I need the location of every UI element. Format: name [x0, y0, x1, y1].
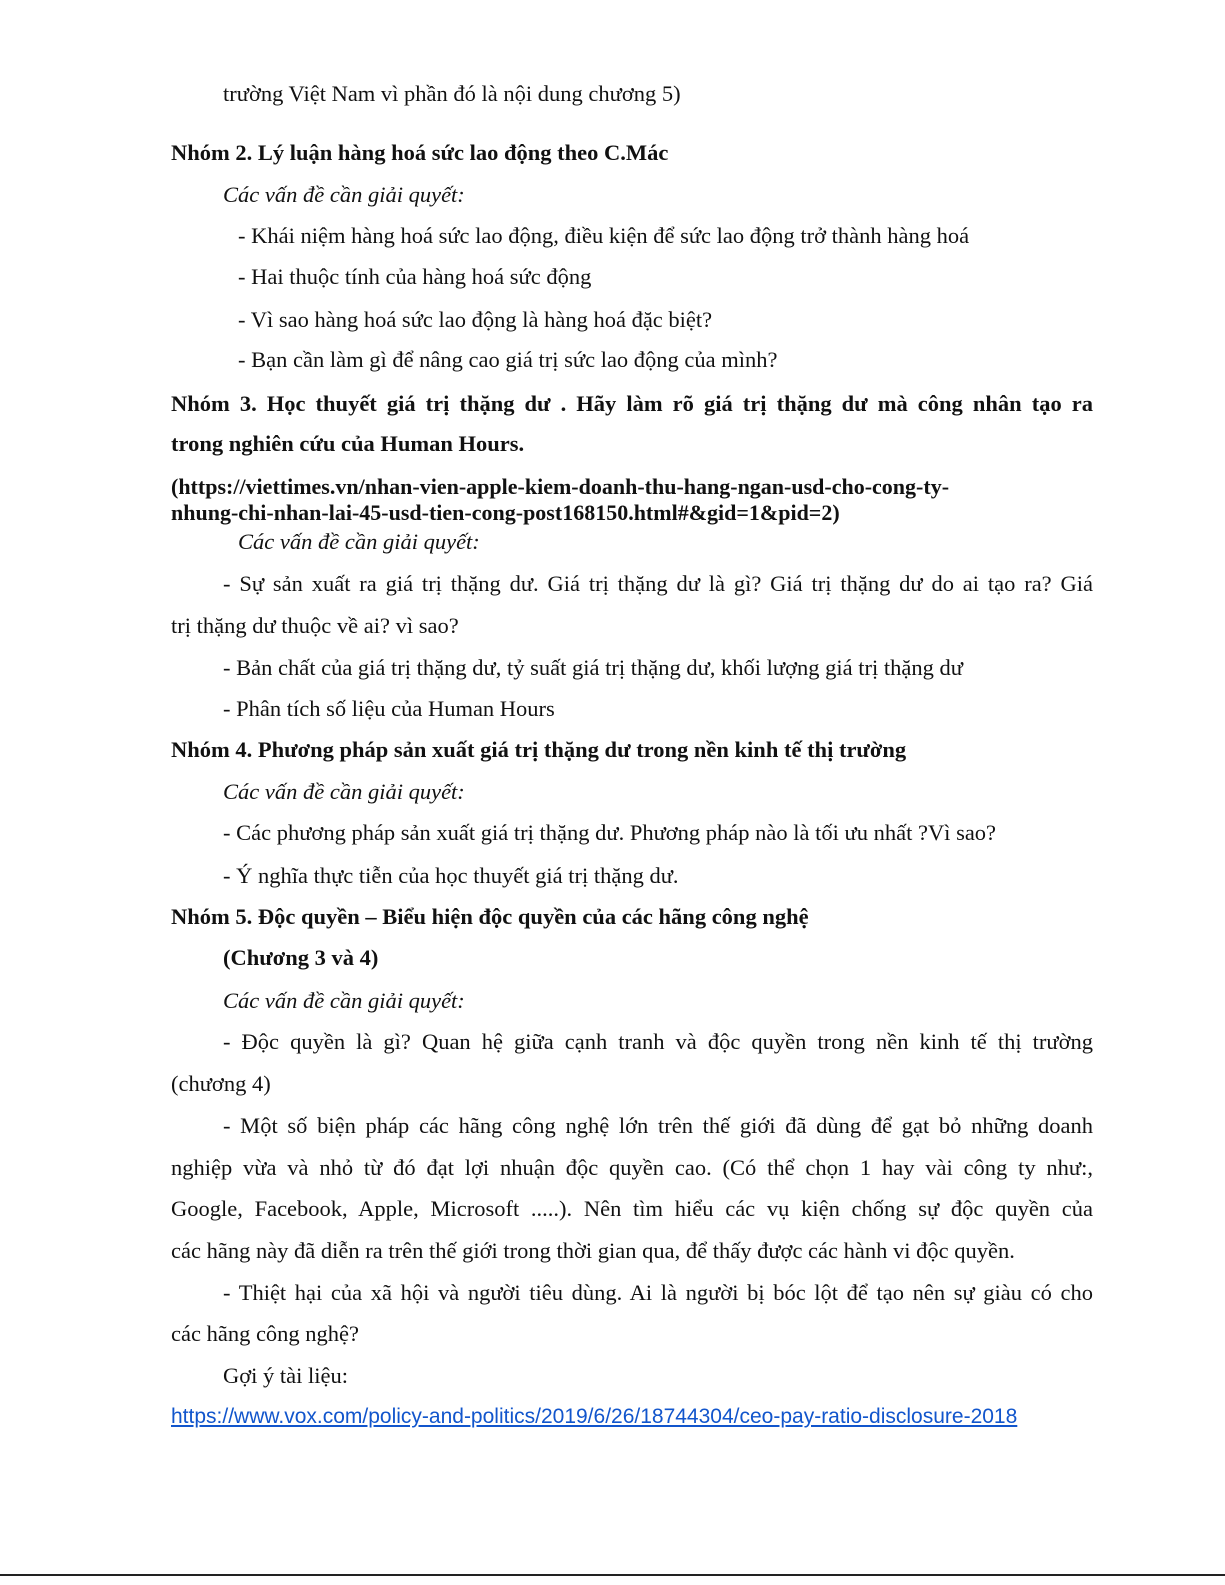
list-item: - Độc quyền là gì? Quan hệ giữa cạnh tranh và độc quyền trong nền kinh tế thị trường	[223, 1029, 1093, 1054]
list-item: - Các phương pháp sản xuất giá trị thặng dư. Phương pháp nào là tối ưu nhất ?Vì sao?	[223, 820, 997, 845]
source-url: (https://viettimes.vn/nhan-vien-apple-kiem-doanh-thu-hang-ngan-usd-cho-cong-ty-	[171, 474, 950, 499]
list-item: - Vì sao hàng hoá sức lao động là hàng hoá đặc biệt?	[238, 307, 713, 332]
list-item-cont: nghiệp vừa và nhỏ từ đó đạt lợi nhuận độc quyền cao. (Có thể chọn 1 hay vài công ty như:,	[171, 1155, 1093, 1180]
group-3-heading-cont: trong nghiên cứu của Human Hours.	[171, 431, 525, 456]
list-item-cont: các hãng công nghệ?	[171, 1321, 360, 1346]
list-item-cont: (chương 4)	[171, 1071, 271, 1096]
list-item: - Khái niệm hàng hoá sức lao động, điều kiện để sức lao động trở thành hàng hoá	[238, 223, 970, 248]
list-item-cont: các hãng này đã diễn ra trên thế giới trong thời gian qua, để thấy được các hành vi độc quyền.	[171, 1238, 1015, 1263]
group-5-heading: Nhóm 5. Độc quyền – Biểu hiện độc quyền của các hãng công nghệ	[171, 904, 809, 929]
list-item: - Phân tích số liệu của Human Hours	[223, 696, 555, 721]
page-bottom-divider	[0, 1574, 1225, 1576]
issues-label: Các vấn đề cần giải quyết:	[223, 182, 465, 207]
group-3-heading: Nhóm 3. Học thuyết giá trị thặng dư . Hãy làm rõ giá trị thặng dư mà công nhân tạo ra	[171, 391, 1093, 416]
issues-label: Các vấn đề cần giải quyết:	[223, 988, 465, 1013]
list-item: - Bản chất của giá trị thặng dư, tỷ suất giá trị thặng dư, khối lượng giá trị thặng dư	[223, 655, 963, 680]
group-2-heading: Nhóm 2. Lý luận hàng hoá sức lao động theo C.Mác	[171, 140, 669, 165]
group-4-heading: Nhóm 4. Phương pháp sản xuất giá trị thặng dư trong nền kinh tế thị trường	[171, 737, 907, 762]
list-item: - Bạn cần làm gì để nâng cao giá trị sức lao động của mình?	[238, 347, 778, 372]
list-item: - Một số biện pháp các hãng công nghệ lớn trên thế giới đã dùng để gạt bỏ những doanh	[223, 1113, 1093, 1138]
text-line: trường Việt Nam vì phần đó là nội dung chương 5)	[223, 81, 681, 106]
reference-link[interactable]: https://www.vox.com/policy-and-politics/2019/6/26/18744304/ceo-pay-ratio-disclosure-2018	[171, 1405, 1018, 1428]
list-item: - Sự sản xuất ra giá trị thặng dư. Giá trị thặng dư là gì? Giá trị thặng dư do ai tạo ra? Giá	[223, 571, 1093, 596]
list-item: - Ý nghĩa thực tiễn của học thuyết giá trị thặng dư.	[223, 863, 679, 888]
issues-label: Các vấn đề cần giải quyết:	[238, 529, 480, 554]
list-item-cont: trị thặng dư thuộc về ai? vì sao?	[171, 613, 459, 638]
reference-label: Gợi ý tài liệu:	[223, 1363, 349, 1388]
list-item: - Thiệt hại của xã hội và người tiêu dùng. Ai là người bị bóc lột để tạo nên sự giàu có cho	[223, 1280, 1093, 1305]
group-5-subheading: (Chương 3 và 4)	[223, 945, 379, 970]
source-url-cont: nhung-chi-nhan-lai-45-usd-tien-cong-post168150.html#&gid=1&pid=2)	[171, 500, 840, 525]
list-item-cont: Google, Facebook, Apple, Microsoft .....). Nên tìm hiểu các vụ kiện chống sự độc quyền của	[171, 1196, 1093, 1221]
issues-label: Các vấn đề cần giải quyết:	[223, 779, 465, 804]
list-item: - Hai thuộc tính của hàng hoá sức động	[238, 264, 592, 289]
